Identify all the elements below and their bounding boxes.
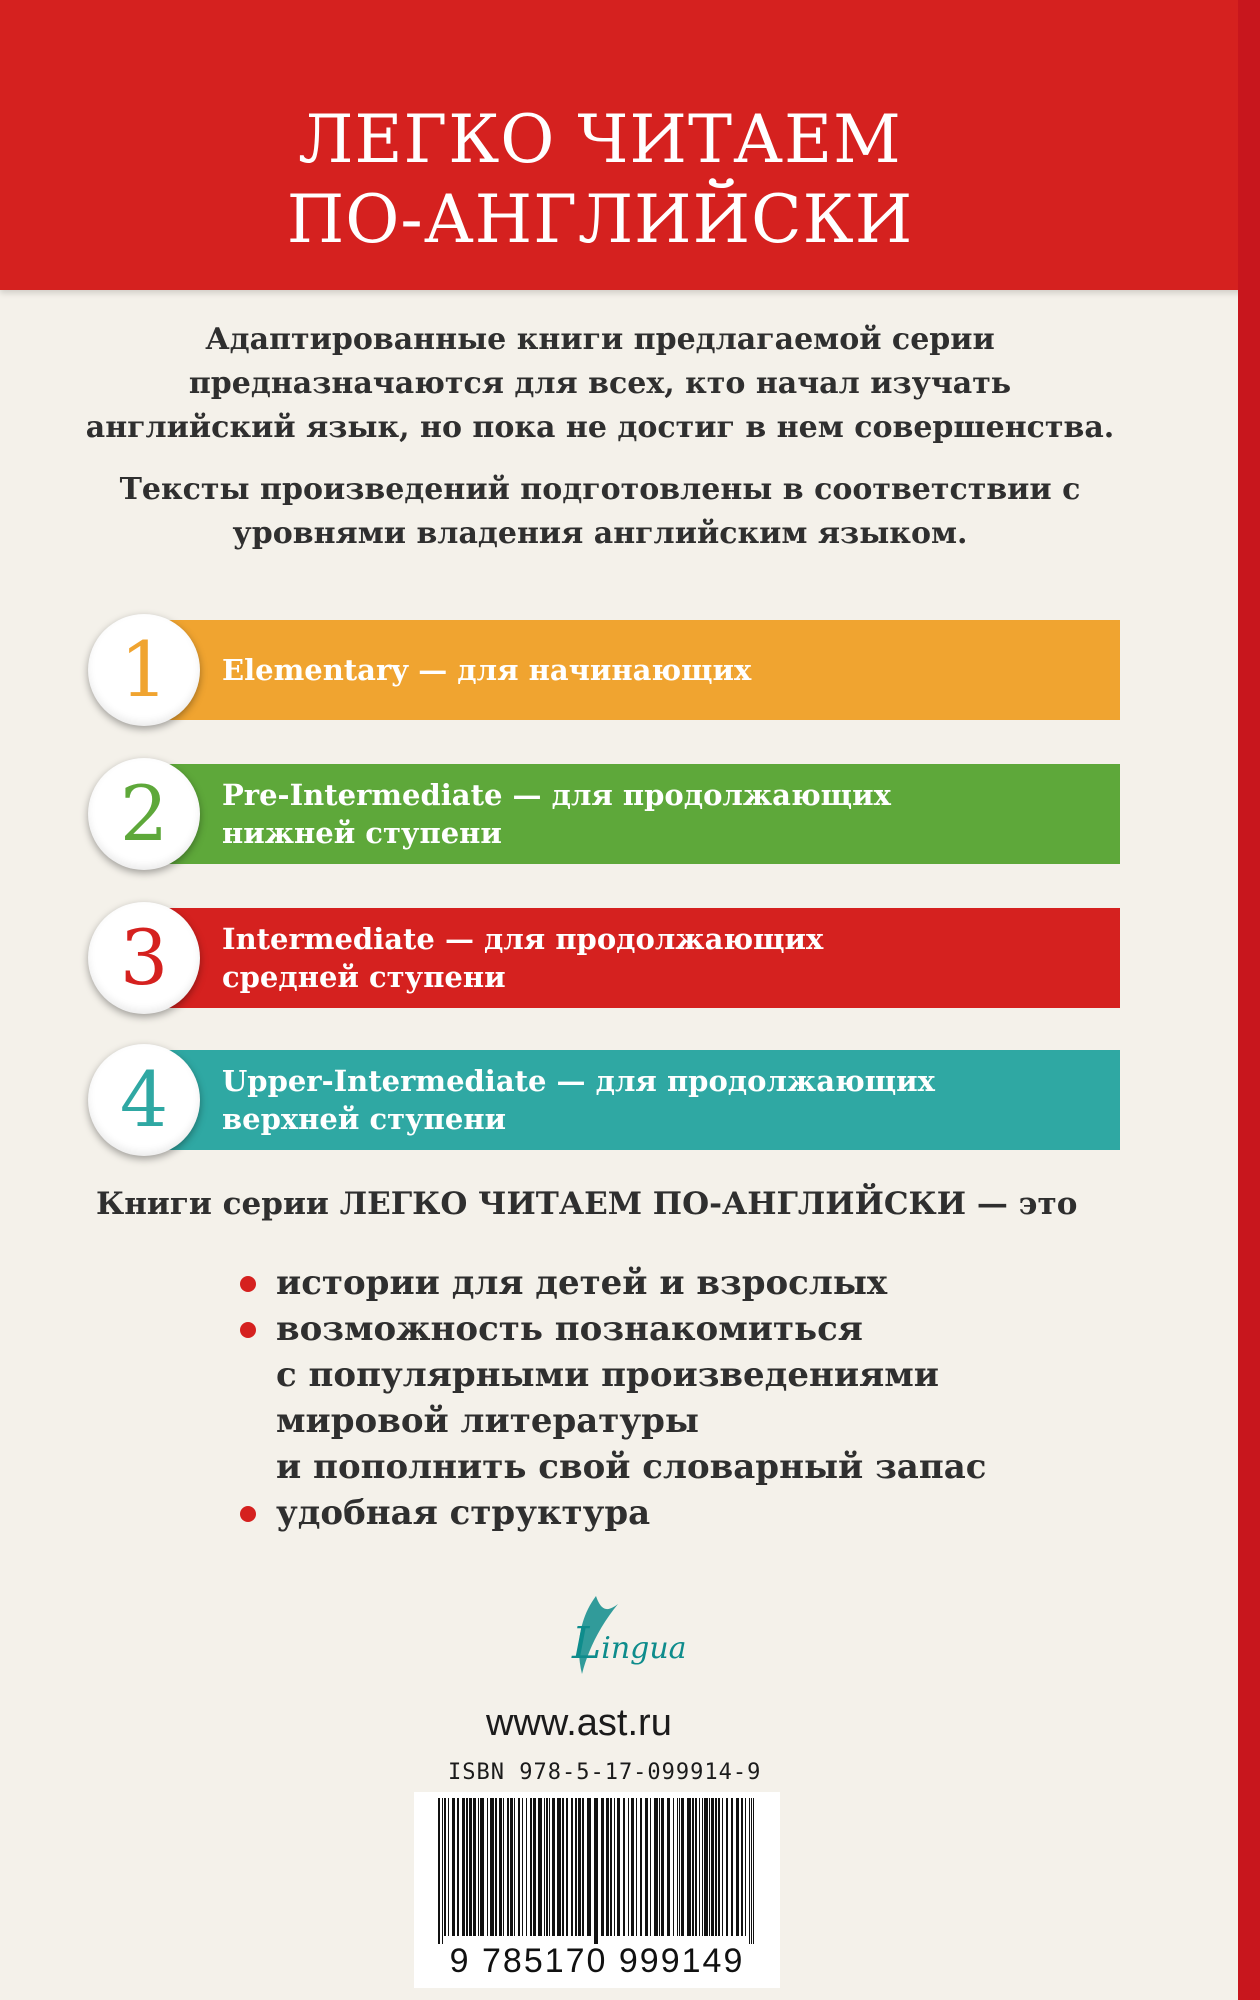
barcode-bar (654, 1798, 658, 1936)
barcode-bar (478, 1798, 479, 1936)
barcode-bar (490, 1798, 494, 1936)
barcode-bar (444, 1798, 446, 1936)
feature-list (240, 1260, 1140, 1536)
barcode-bar (631, 1798, 634, 1936)
barcode-bar (628, 1798, 629, 1936)
level-name: Intermediate (222, 922, 435, 956)
level-name: Upper-Intermediate (222, 1064, 547, 1098)
barcode-bar (681, 1798, 684, 1936)
bullet-dot-icon (240, 1276, 256, 1292)
barcode-bar (462, 1798, 465, 1936)
barcode-bar (575, 1798, 577, 1936)
level-number-badge: 4 (88, 1044, 200, 1156)
intro-paragraph-1: Адаптированные книги предлагаемой серии предназначаются для всех, кто начал изучать английский язык, но пока не достиг в нем совершенства. (85, 322, 1115, 445)
barcode-bar (571, 1798, 573, 1936)
barcode-bar (566, 1798, 568, 1936)
barcode-bar (741, 1798, 743, 1936)
bullet-dot-icon (240, 1506, 256, 1522)
barcode-bar (457, 1798, 459, 1936)
barcode-bar (715, 1798, 717, 1936)
intro-paragraph-2: Тексты произведений подготовлены в соответствии с уровнями владения английским языком. (119, 472, 1081, 551)
barcode-bar (578, 1798, 581, 1936)
bullet-dot-icon (240, 1322, 256, 1338)
barcode-bar (538, 1798, 542, 1936)
barcode-bar (617, 1798, 620, 1936)
barcode-bar (499, 1798, 502, 1936)
barcode-bar (526, 1798, 527, 1936)
barcode-bar (552, 1798, 555, 1936)
feature-line: возможность познакомиться (276, 1309, 863, 1349)
barcode-bar (711, 1798, 714, 1936)
level-description: — для продолжающих (546, 1064, 935, 1098)
barcode-bar (487, 1798, 488, 1936)
barcode-bar (718, 1798, 720, 1936)
barcode-bar (546, 1798, 548, 1936)
barcode-bar (726, 1798, 728, 1936)
feature-item (240, 1306, 1140, 1490)
barcode-bar (677, 1798, 678, 1936)
level-description: — для продолжающих (434, 922, 824, 956)
barcode-bar (582, 1798, 584, 1936)
publisher-url: www.ast.ru (486, 1702, 672, 1744)
barcode-bar (466, 1798, 468, 1936)
barcode-bar (699, 1798, 700, 1936)
barcode-bar (687, 1798, 691, 1936)
barcode-bar (469, 1798, 472, 1936)
level-name: Pre-Intermediate (222, 778, 503, 812)
level-item-2 (0, 754, 1260, 874)
barcode-bar (507, 1798, 509, 1936)
barcode (414, 1792, 780, 1988)
barcode-bar (695, 1798, 697, 1936)
barcode-bar (610, 1798, 612, 1936)
barcode-bar (510, 1798, 513, 1936)
level-number-badge: 3 (88, 902, 200, 1014)
barcode-bar (736, 1798, 739, 1936)
level-description: — для начинающих (408, 653, 752, 687)
level-description-line-2: средней ступени (222, 960, 506, 994)
barcode-bar (473, 1798, 476, 1936)
series-title-line-2: ПО-АНГЛИЙСКИ (286, 181, 914, 258)
barcode-bar (749, 1798, 750, 1944)
barcode-bar (722, 1798, 723, 1936)
barcode-bar (549, 1798, 550, 1936)
barcode-bar (650, 1798, 651, 1936)
feature-item (240, 1260, 1140, 1306)
barcode-bar (731, 1798, 733, 1936)
series-title-line-1: ЛЕГКО ЧИТАЕМ (298, 101, 902, 178)
feature-line: и пополнить свой словарный запас (276, 1447, 987, 1487)
intro-text (80, 318, 1120, 556)
barcode-bar (495, 1798, 497, 1936)
barcode-bar (587, 1798, 591, 1936)
feature-line: удобная структура (276, 1493, 651, 1533)
feature-item (240, 1490, 1140, 1536)
barcode-bars (438, 1798, 756, 1944)
barcode-bar (623, 1798, 625, 1936)
lingua-logo-text: Lingua (572, 1618, 687, 1669)
series-title (0, 100, 1200, 260)
barcode-bar (503, 1798, 504, 1936)
barcode-bar (530, 1798, 532, 1936)
barcode-bar (659, 1798, 660, 1936)
isbn-number: ISBN 978-5-17-099914-9 (448, 1760, 762, 1785)
barcode-bar (673, 1798, 674, 1936)
level-number-badge: 1 (88, 614, 200, 726)
level-item-3 (0, 898, 1260, 1018)
level-description: — для продолжающих (502, 778, 891, 812)
level-label (222, 764, 1102, 864)
barcode-bar (661, 1798, 664, 1936)
level-name: Elementary (222, 653, 409, 687)
level-label (222, 1050, 1102, 1150)
barcode-bar (704, 1798, 708, 1936)
barcode-bar (544, 1798, 545, 1936)
barcode-bar (745, 1798, 746, 1936)
series-tagline: Книги серии ЛЕГКО ЧИТАЕМ ПО-АНГЛИЙСКИ — это (96, 1186, 1078, 1222)
barcode-bar (594, 1798, 598, 1944)
barcode-bar (709, 1798, 710, 1936)
level-label (222, 908, 1102, 1008)
barcode-bar (702, 1798, 703, 1936)
barcode-bar (614, 1798, 615, 1936)
feature-line: мировой литературы (276, 1401, 699, 1441)
barcode-bar (533, 1798, 536, 1936)
barcode-bar (518, 1798, 520, 1936)
feature-line: истории для детей и взрослых (276, 1263, 888, 1303)
barcode-digits: 9 785170 999149 (449, 1942, 745, 1980)
barcode-bar (667, 1798, 670, 1936)
barcode-bar (557, 1798, 561, 1936)
lingua-logo (538, 1590, 687, 1680)
level-label (222, 620, 1102, 720)
barcode-bar (514, 1798, 515, 1936)
barcode-bar (452, 1798, 455, 1936)
barcode-bar (606, 1798, 609, 1936)
level-item-4 (0, 1040, 1260, 1160)
barcode-bar (562, 1798, 564, 1936)
barcode-bar (442, 1798, 443, 1944)
barcode-bar (448, 1798, 449, 1936)
barcode-bar (645, 1798, 648, 1936)
barcode-bar (438, 1798, 440, 1944)
level-item-1 (0, 610, 1260, 730)
level-description-line-2: верхней ступени (222, 1102, 507, 1136)
barcode-bar (640, 1798, 642, 1936)
level-description-line-2: нижней ступени (222, 816, 502, 850)
barcode-bar (636, 1798, 637, 1936)
barcode-bar (601, 1798, 604, 1936)
barcode-bar (679, 1798, 680, 1936)
barcode-bar (522, 1798, 523, 1936)
barcode-bar (753, 1798, 754, 1944)
barcode-bar (480, 1798, 484, 1936)
feature-line: с популярными произведениями (276, 1355, 939, 1395)
barcode-bar (692, 1798, 694, 1936)
barcode-bar (751, 1798, 752, 1944)
level-number-badge: 2 (88, 758, 200, 870)
